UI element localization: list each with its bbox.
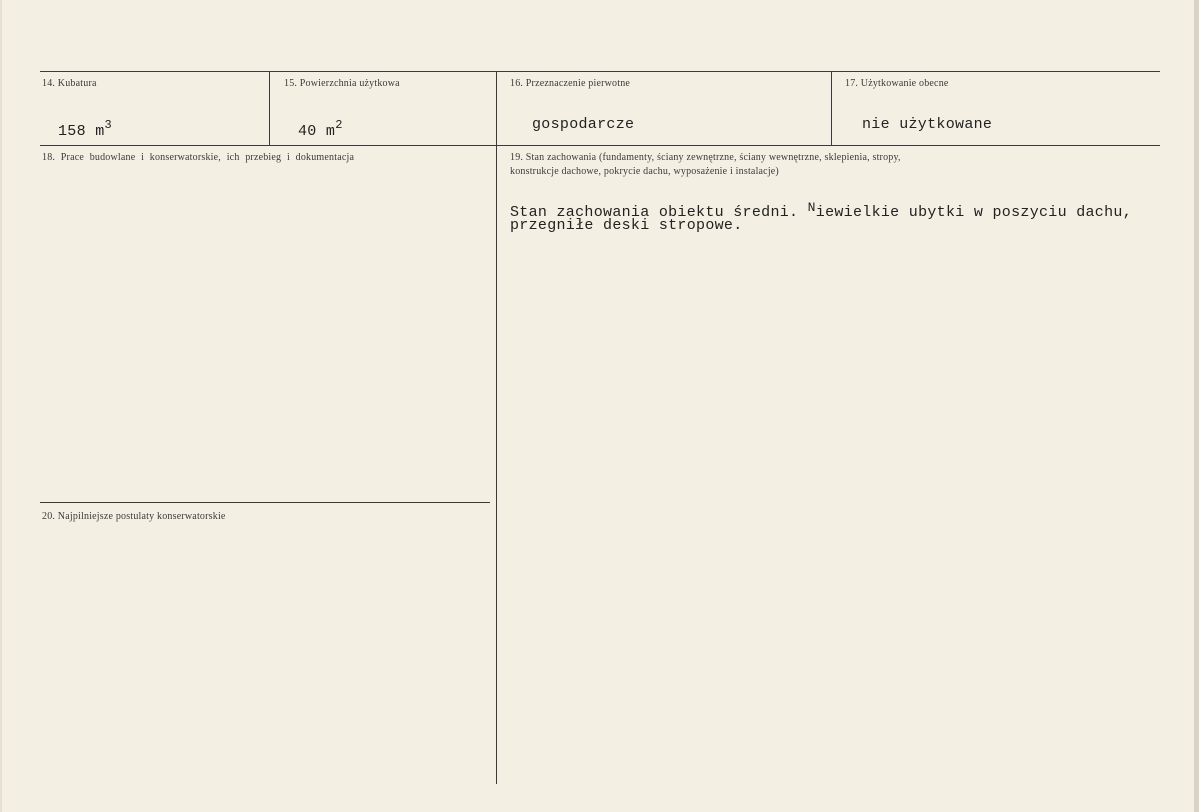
card-left-edge <box>0 0 2 812</box>
field-19-raised-letter: N <box>807 200 816 215</box>
field-15-exponent: 2 <box>335 118 343 132</box>
field-20-label: 20. Najpilniejsze postulaty konserwatorskie <box>42 511 226 522</box>
field-14-number: 158 m <box>58 123 105 140</box>
field-15-value <box>298 116 343 141</box>
field-15-label: 15. Powierzchnia użytkowa <box>284 78 400 89</box>
field-19-text-line2: przegniłe deski stropowe. <box>510 217 743 234</box>
card-right-edge <box>1194 0 1199 812</box>
field-19-label-line2: konstrukcje dachowe, pokrycie dachu, wyposażenie i instalacje) <box>510 166 779 177</box>
col-divider-2 <box>496 71 497 784</box>
field-16-value: gospodarcze <box>532 116 635 133</box>
row-separator-rule <box>40 145 1160 146</box>
field-14-exponent: 3 <box>104 118 113 132</box>
field-19-text-line1-end: iewielkie ubytki w poszyciu dachu, <box>815 204 1133 221</box>
field-15-number: 40 m <box>298 123 336 140</box>
field-14-value <box>58 116 112 141</box>
top-rule <box>40 71 1160 72</box>
field-16-label: 16. Przeznaczenie pierwotne <box>510 78 631 89</box>
field-17-value: nie użytkowane <box>862 116 993 133</box>
field-14-label: 14. Kubatura <box>42 78 97 89</box>
col-divider-1 <box>269 71 270 145</box>
section-20-rule <box>40 502 490 503</box>
field-19-text-line1-start: Stan zachowania obiektu średni. <box>510 204 808 221</box>
col-divider-3 <box>831 71 832 145</box>
field-18-label: 18. Prace budowlane i konserwatorskie, ich przebieg i dokumentacja <box>42 152 355 163</box>
field-19-label-line1: 19. Stan zachowania (fundamenty, ściany zewnętrzne, ściany wewnętrzne, sklepienia, stropy, <box>510 152 901 163</box>
field-17-label: 17. Użytkowanie obecne <box>845 78 949 89</box>
